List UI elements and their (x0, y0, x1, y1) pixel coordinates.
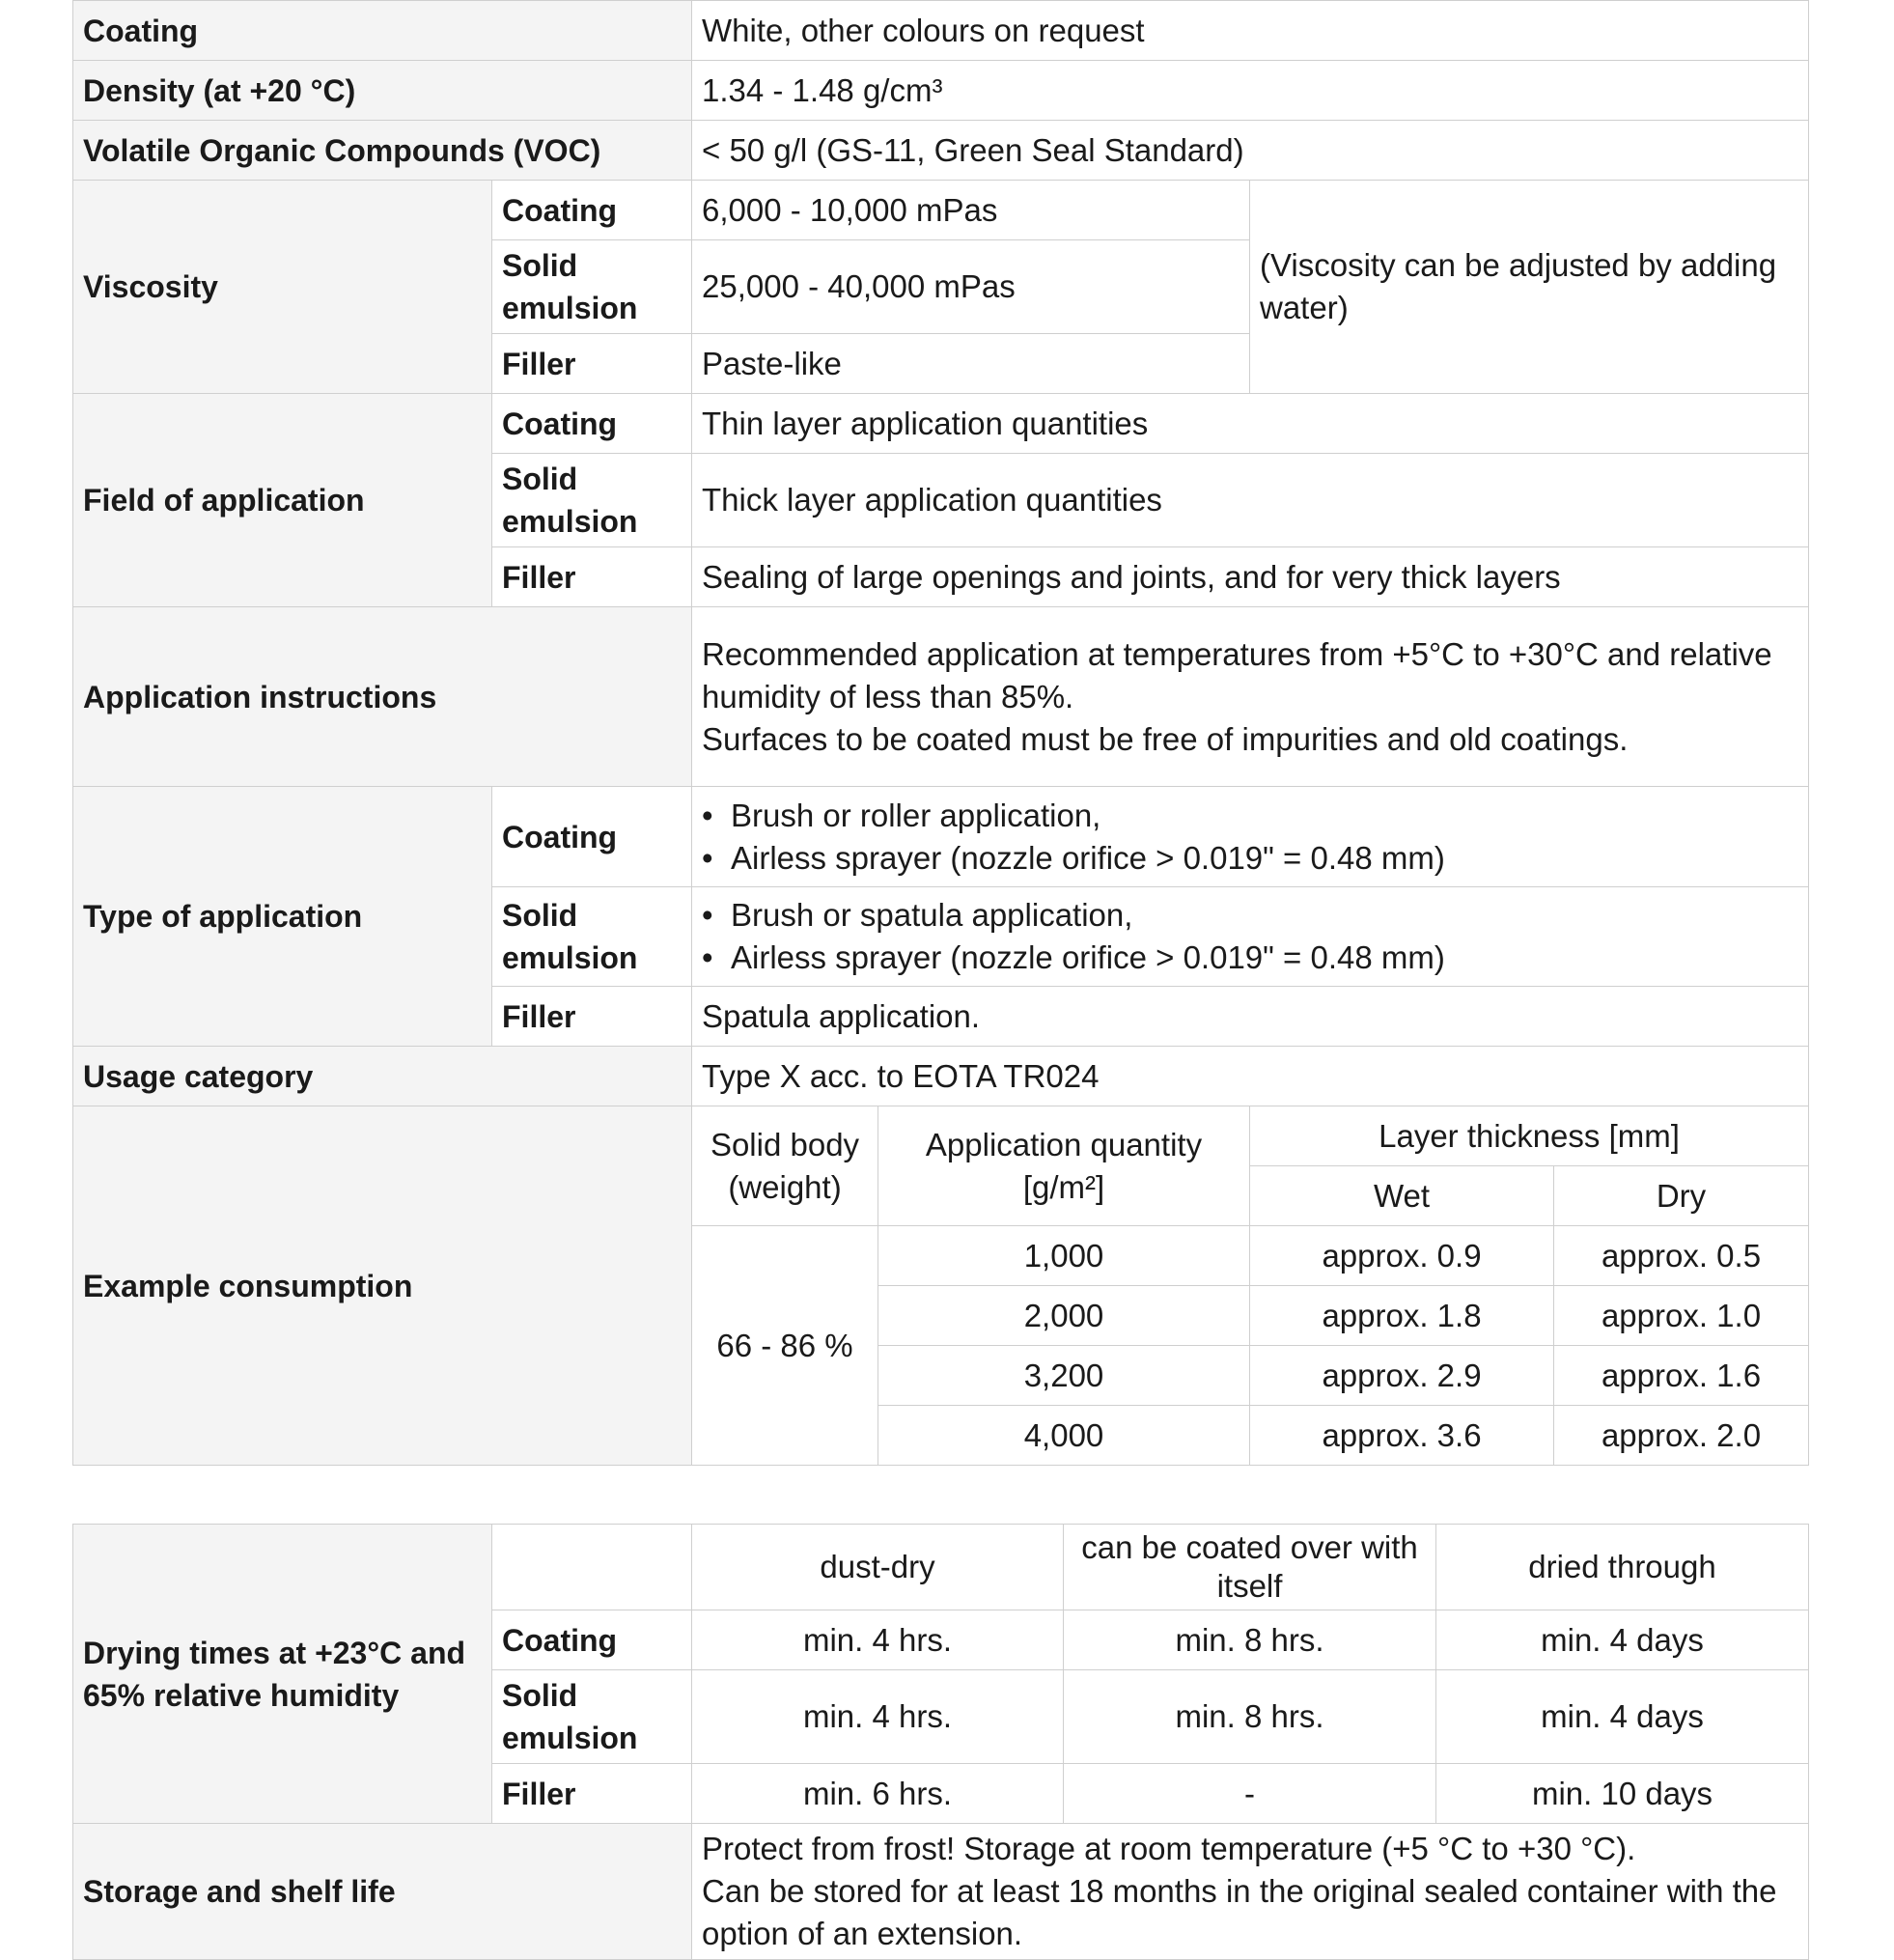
bullet-item: • Brush or spatula application, (702, 894, 1798, 937)
field-sub-filler: Filler (492, 547, 692, 607)
type-of-application-label: Type of application (73, 787, 492, 1047)
field-coating-value: Thin layer application quantities (692, 394, 1809, 454)
table-row (73, 1525, 1809, 1610)
drying-sub-solid: Solid emulsion (492, 1670, 692, 1764)
field-sub-solid: Solid emulsion (492, 454, 692, 547)
field-filler-value: Sealing of large openings and joints, and for very thick layers (692, 547, 1809, 607)
dust-dry-header: dust-dry (692, 1525, 1064, 1610)
dust-dry-cell: min. 4 hrs. (692, 1670, 1064, 1764)
datasheet (72, 0, 1808, 1960)
viscosity-solid-value: 25,000 - 40,000 mPas (692, 240, 1250, 334)
wet-cell: approx. 2.9 (1250, 1346, 1554, 1406)
table-row (73, 121, 1809, 181)
table-row (73, 181, 1809, 240)
table-row (73, 607, 1809, 787)
wet-header: Wet (1250, 1166, 1554, 1226)
quantity-cell: 1,000 (878, 1226, 1250, 1286)
dry-cell: approx. 1.0 (1554, 1286, 1809, 1346)
dry-header: Dry (1554, 1166, 1809, 1226)
table-row (73, 1, 1809, 61)
dried-through-cell: min. 4 days (1436, 1670, 1809, 1764)
dried-through-cell: min. 10 days (1436, 1764, 1809, 1824)
type-sub-solid: Solid emulsion (492, 887, 692, 987)
wet-cell: approx. 0.9 (1250, 1226, 1554, 1286)
type-filler-value: Spatula application. (692, 987, 1809, 1047)
solid-body-value: 66 - 86 % (692, 1226, 878, 1466)
overcoat-cell: min. 8 hrs. (1064, 1670, 1436, 1764)
viscosity-sub-filler: Filler (492, 334, 692, 394)
layer-thickness-header: Layer thickness [mm] (1250, 1106, 1809, 1166)
voc-label: Volatile Organic Compounds (VOC) (73, 121, 692, 181)
type-sub-filler: Filler (492, 987, 692, 1047)
table-row (73, 1047, 1809, 1106)
bullet-item: • Brush or roller application, (702, 795, 1798, 837)
storage-line: Can be stored for at least 18 months in the original sealed container with the option of an extension. (702, 1873, 1777, 1951)
coating-value: White, other colours on request (692, 1, 1809, 61)
density-value: 1.34 - 1.48 g/cm³ (692, 61, 1809, 121)
wet-cell: approx. 3.6 (1250, 1406, 1554, 1466)
storage-label: Storage and shelf life (73, 1824, 692, 1960)
dried-through-cell: min. 4 days (1436, 1610, 1809, 1670)
viscosity-filler-value: Paste-like (692, 334, 1250, 394)
type-sub-coating: Coating (492, 787, 692, 887)
bullet-item: • Airless sprayer (nozzle orifice > 0.019" = 0.48 mm) (702, 837, 1798, 880)
viscosity-coating-value: 6,000 - 10,000 mPas (692, 181, 1250, 240)
quantity-cell: 3,200 (878, 1346, 1250, 1406)
application-instructions-line: Recommended application at temperatures from +5°C to +30°C and relative humidity of less than 85%. (702, 635, 1772, 714)
storage-value (692, 1824, 1809, 1960)
voc-value: < 50 g/l (GS-11, Green Seal Standard) (692, 121, 1809, 181)
table-row (73, 1824, 1809, 1960)
example-consumption-label: Example consumption (73, 1106, 692, 1466)
dried-through-header: dried through (1436, 1525, 1809, 1610)
dust-dry-cell: min. 4 hrs. (692, 1610, 1064, 1670)
field-of-application-label: Field of application (73, 394, 492, 607)
drying-table (72, 1524, 1809, 1960)
type-coating-value (692, 787, 1809, 887)
table-row (73, 61, 1809, 121)
field-sub-coating: Coating (492, 394, 692, 454)
table-row (73, 1106, 1809, 1166)
field-solid-value: Thick layer application quantities (692, 454, 1809, 547)
quantity-cell: 4,000 (878, 1406, 1250, 1466)
storage-line: Protect from frost! Storage at room temperature (+5 °C to +30 °C). (702, 1831, 1636, 1866)
dust-dry-cell: min. 6 hrs. (692, 1764, 1064, 1824)
table-spacer (72, 1466, 1808, 1524)
table-row (73, 787, 1809, 887)
viscosity-note: (Viscosity can be adjusted by adding water) (1250, 181, 1809, 394)
overcoat-cell: min. 8 hrs. (1064, 1610, 1436, 1670)
density-label: Density (at +20 °C) (73, 61, 692, 121)
coating-label: Coating (73, 1, 692, 61)
table-row (73, 394, 1809, 454)
viscosity-label: Viscosity (73, 181, 492, 394)
empty-header-cell (492, 1525, 692, 1610)
viscosity-sub-coating: Coating (492, 181, 692, 240)
properties-table (72, 0, 1809, 1466)
application-instructions-line: Surfaces to be coated must be free of impurities and old coatings. (702, 720, 1629, 757)
usage-category-value: Type X acc. to EOTA TR024 (692, 1047, 1809, 1106)
dry-cell: approx. 1.6 (1554, 1346, 1809, 1406)
overcoat-cell: - (1064, 1764, 1436, 1824)
overcoat-header: can be coated over with itself (1064, 1525, 1436, 1610)
dry-cell: approx. 0.5 (1554, 1226, 1809, 1286)
usage-category-label: Usage category (73, 1047, 692, 1106)
quantity-cell: 2,000 (878, 1286, 1250, 1346)
application-instructions-value (692, 607, 1809, 787)
wet-cell: approx. 1.8 (1250, 1286, 1554, 1346)
drying-sub-coating: Coating (492, 1610, 692, 1670)
application-instructions-label: Application instructions (73, 607, 692, 787)
drying-sub-filler: Filler (492, 1764, 692, 1824)
dry-cell: approx. 2.0 (1554, 1406, 1809, 1466)
solid-body-header: Solid body (weight) (692, 1106, 878, 1226)
type-solid-value (692, 887, 1809, 987)
application-quantity-header: Application quantity [g/m²] (878, 1106, 1250, 1226)
viscosity-sub-solid: Solid emulsion (492, 240, 692, 334)
bullet-item: • Airless sprayer (nozzle orifice > 0.019" = 0.48 mm) (702, 937, 1798, 979)
drying-times-label: Drying times at +23°C and 65% relative humidity (73, 1525, 492, 1824)
